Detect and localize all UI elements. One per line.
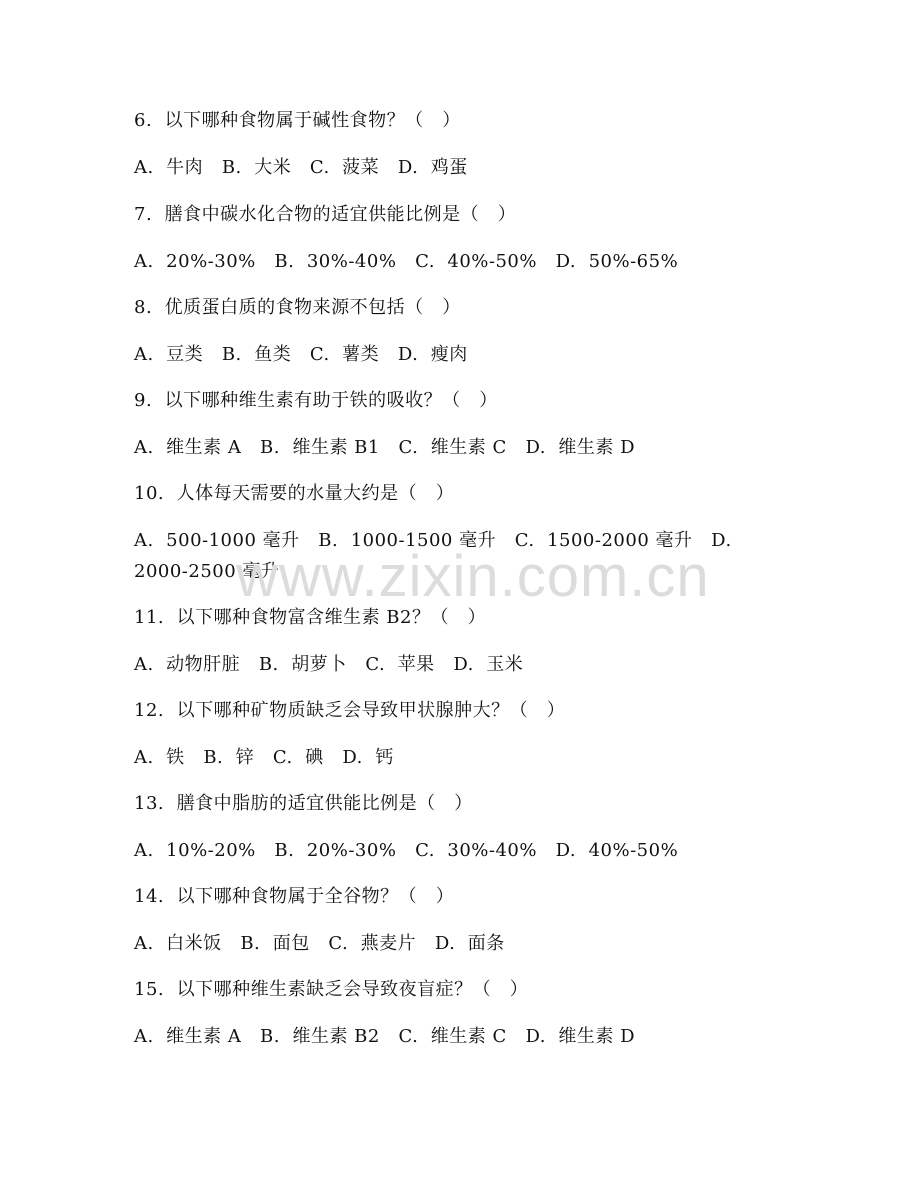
question-12: 12. 以下哪种矿物质缺乏会导致甲状腺肿大？（ ） — [134, 700, 566, 721]
question-10-options-continued: 2000-2500 毫升 — [134, 561, 280, 582]
question-15-options: A. 维生素 A B. 维生素 B2 C. 维生素 C D. 维生素 D — [134, 1026, 636, 1047]
question-7: 7. 膳食中碳水化合物的适宜供能比例是（ ） — [134, 204, 517, 225]
question-6: 6. 以下哪种食物属于碱性食物？（ ） — [134, 110, 461, 131]
question-9-options: A. 维生素 A B. 维生素 B1 C. 维生素 C D. 维生素 D — [134, 437, 636, 458]
question-7-options: A. 20%-30% B. 30%-40% C. 40%-50% D. 50%-65% — [134, 251, 679, 272]
question-13: 13. 膳食中脂肪的适宜供能比例是（ ） — [134, 793, 473, 814]
question-8: 8. 优质蛋白质的食物来源不包括（ ） — [134, 297, 461, 318]
question-15: 15. 以下哪种维生素缺乏会导致夜盲症？（ ） — [134, 979, 529, 1000]
question-11-options: A. 动物肝脏 B. 胡萝卜 C. 苹果 D. 玉米 — [134, 654, 524, 675]
question-9: 9. 以下哪种维生素有助于铁的吸收？（ ） — [134, 390, 498, 411]
question-13-options: A. 10%-20% B. 20%-30% C. 30%-40% D. 40%-50% — [134, 840, 679, 861]
question-8-options: A. 豆类 B. 鱼类 C. 薯类 D. 瘦肉 — [134, 344, 468, 365]
question-14-options: A. 白米饭 B. 面包 C. 燕麦片 D. 面条 — [134, 933, 505, 954]
watermark: www.zixin.com.cn — [236, 544, 710, 609]
question-10-options: A. 500-1000 毫升 B. 1000-1500 毫升 C. 1500-2000 毫升 D. — [134, 530, 732, 551]
question-14: 14. 以下哪种食物属于全谷物？（ ） — [134, 886, 455, 907]
question-11: 11. 以下哪种食物富含维生素 B2？（ ） — [134, 607, 487, 628]
question-12-options: A. 铁 B. 锌 C. 碘 D. 钙 — [134, 747, 394, 768]
question-10: 10. 人体每天需要的水量大约是（ ） — [134, 483, 455, 504]
question-6-options: A. 牛肉 B. 大米 C. 菠菜 D. 鸡蛋 — [134, 157, 468, 178]
